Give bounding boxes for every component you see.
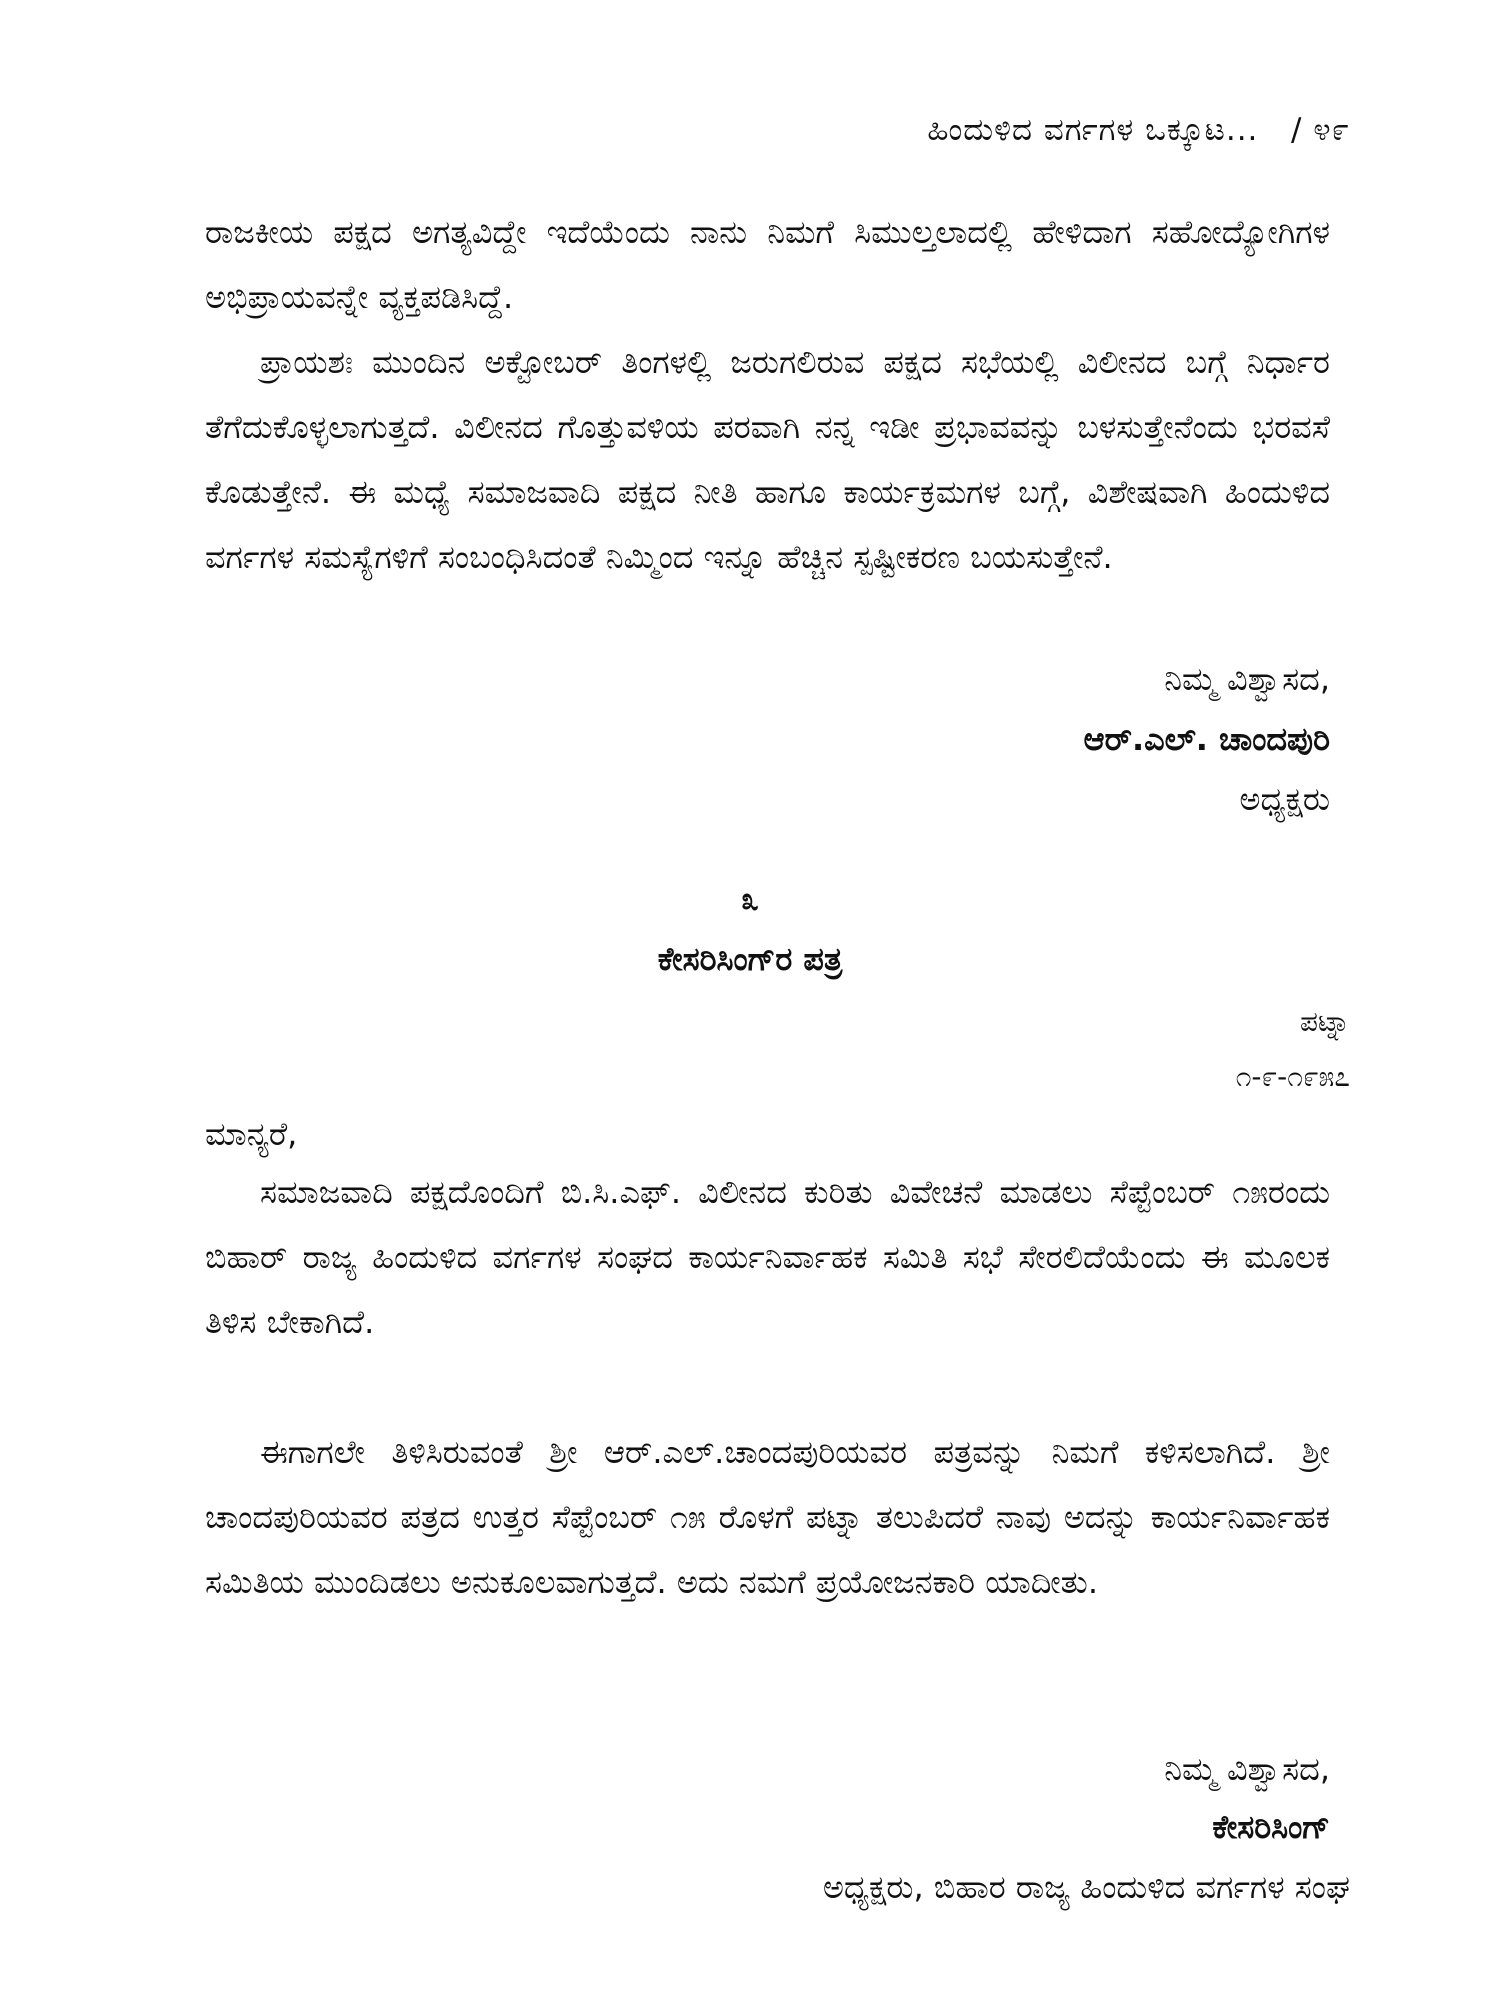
letter2-paragraph-1: ಸಮಾಜವಾದಿ ಪಕ್ಷದೊಂದಿಗೆ ಬಿ.ಸಿ.ಎಫ್. ವಿಲೀನದ ಕುರಿತು ವಿವೇಚನೆ ಮಾಡಲು ಸೆಪ್ಟೆಂಬರ್ ೧೫ರಂದು ಬಿಹಾರ್ ರಾಜ್ಯ ಹಿಂದುಳಿದ ವರ್ಗಗಳ ಸಂಘದ ಕಾರ್ಯನಿರ್ವಾಹಕ ಸಮಿತಿ ಸಭೆ ಸೇರಲಿದೆಯೆಂದು ಈ ಮೂಲಕ ತಿಳಿಸ ಬೇಕಾಗಿದೆ. [205, 1173, 1330, 1341]
running-header [927, 112, 1350, 149]
letter2-date: ೧-೯-೧೯೫೭ [1235, 1060, 1350, 1093]
letter2-title: ಕೇಸರಿಸಿಂಗ್‌ರ ಪತ್ರ [657, 940, 843, 978]
letter2-designation: ಅಧ್ಯಕ್ಷರು, ಬಿಹಾರ ರಾಜ್ಯ ಹಿಂದುಳಿದ ವರ್ಗಗಳ ಸಂಘ [822, 1868, 1350, 1906]
letter2-signatory: ಕೇಸರಿಸಿಂಗ್ [1212, 1808, 1330, 1846]
letter2-number: ೩ [741, 880, 759, 918]
letter1-signatory: ಆರ್.ಎಲ್. ಚಾಂದಪುರಿ [1083, 720, 1330, 758]
letter2-place: ಪಟ್ನಾ [1300, 1005, 1350, 1038]
page-number: / ೪೯ [1290, 112, 1350, 148]
letter2-salutation: ಮಾನ್ಯರೆ, [205, 1115, 298, 1153]
letter2-paragraph-2: ಈಗಾಗಲೇ ತಿಳಿಸಿರುವಂತೆ ಶ್ರೀ ಆರ್.ಎಲ್.ಚಾಂದಪುರಿಯವರ ಪತ್ರವನ್ನು ನಿಮಗೆ ಕಳಿಸಲಾಗಿದೆ. ಶ್ರೀ ಚಾಂದಪುರಿಯವರ ಪತ್ರದ ಉತ್ತರ ಸೆಪ್ಟೆಂಬರ್ ೧೫ ರೊಳಗೆ ಪಟ್ನಾ ತಲುಪಿದರೆ ನಾವು ಅದನ್ನು ಕಾರ್ಯನಿರ್ವಾಹಕ ಸಮಿತಿಯ ಮುಂದಿಡಲು ಅನುಕೂಲವಾಗುತ್ತದೆ. ಅದು ನಮಗೆ ಪ್ರಯೋಜನಕಾರಿ ಯಾದೀತು. [205, 1433, 1330, 1601]
running-title: ಹಿಂದುಳಿದ ವರ್ಗಗಳ ಒಕ್ಕೂಟ... [927, 112, 1259, 148]
letter1-designation: ಅಧ್ಯಕ್ಷರು [1239, 780, 1330, 818]
letter1-paragraph-1: ರಾಜಕೀಯ ಪಕ್ಷದ ಅಗತ್ಯವಿದ್ದೇ ಇದೆಯೆಂದು ನಾನು ನಿಮಗೆ ಸಿಮುಲ್ತಲಾದಲ್ಲಿ ಹೇಳಿದಾಗ ಸಹೋದ್ಯೋಗಿಗಳ ಅಭಿಪ್ರಾಯವನ್ನೇ ವ್ಯಕ್ತಪಡಿಸಿದ್ದೆ. [205, 213, 1330, 316]
letter1-paragraph-2: ಪ್ರಾಯಶಃ ಮುಂದಿನ ಅಕ್ಟೋಬರ್ ತಿಂಗಳಲ್ಲಿ ಜರುಗಲಿರುವ ಪಕ್ಷದ ಸಭೆಯಲ್ಲಿ ವಿಲೀನದ ಬಗ್ಗೆ ನಿರ್ಧಾರ ತೆಗೆದುಕೊಳ್ಳಲಾಗುತ್ತದೆ. ವಿಲೀನದ ಗೊತ್ತುವಳಿಯ ಪರವಾಗಿ ನನ್ನ ಇಡೀ ಪ್ರಭಾವವನ್ನು ಬಳಸುತ್ತೇನೆಂದು ಭರವಸೆ ಕೊಡುತ್ತೇನೆ. ಈ ಮಧ್ಯೆ ಸಮಾಜವಾದಿ ಪಕ್ಷದ ನೀತಿ ಹಾಗೂ ಕಾರ್ಯಕ್ರಮಗಳ ಬಗ್ಗೆ, ವಿಶೇಷವಾಗಿ ಹಿಂದುಳಿದ ವರ್ಗಗಳ ಸಮಸ್ಯೆಗಳಿಗೆ ಸಂಬಂಧಿಸಿದಂತೆ ನಿಮ್ಮಿಂದ ಇನ್ನೂ ಹೆಚ್ಚಿನ ಸ್ಪಷ್ಟೀಕರಣ ಬಯಸುತ್ತೇನೆ. [205, 343, 1330, 576]
letter2-closing: ನಿಮ್ಮ ವಿಶ್ವಾಸದ, [1164, 1750, 1330, 1788]
letter1-closing: ನಿಮ್ಮ ವಿಶ್ವಾಸದ, [1164, 660, 1330, 698]
